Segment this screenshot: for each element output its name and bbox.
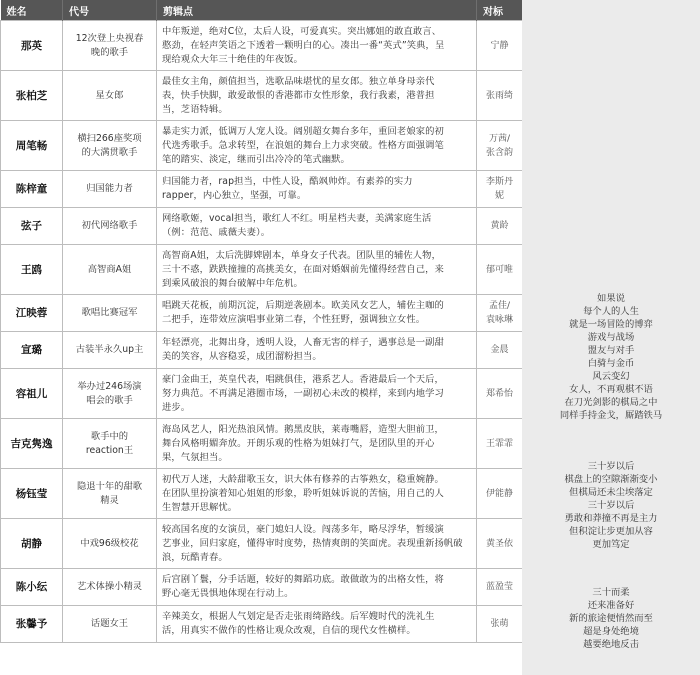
cell-name-line: 杨钰莹 bbox=[15, 487, 48, 500]
cell-name bbox=[1, 569, 63, 606]
cell-name-line: 陈梓童 bbox=[15, 183, 48, 195]
cell-edit-points-line: 二把手，连带效应演唱事业第二春，个性狂野，强调独立女性。 bbox=[162, 314, 426, 325]
cell-edit-points-line: 到乘风破浪的舞台破解中年危机。 bbox=[162, 277, 303, 289]
cell-code-line: 的大满贯歌手 bbox=[81, 146, 138, 158]
cell-benchmark bbox=[477, 121, 523, 171]
poem-line: 棋盘上的空隙渐渐变小 bbox=[564, 474, 658, 485]
cell-edit-points-line: 浪，玩酷青春。 bbox=[162, 551, 228, 563]
cell-edit-points-line: 现给观众大年三十绝佳的年夜饭。 bbox=[162, 53, 303, 65]
cell-code bbox=[63, 369, 157, 419]
poem-line: 还来准备好 bbox=[587, 600, 635, 611]
cell-benchmark bbox=[477, 419, 523, 469]
poem-line: 风云变幻 bbox=[592, 371, 630, 382]
cell-edit-points-line: 在团队里扮演着知心姐姐的形象，聆听姐妹诉说的苦恼，用自己的人 bbox=[162, 487, 444, 499]
cell-edit-points-line: 网络歌姬，vocal担当，歌红人不红。明星档夫妻，美满家庭生活 bbox=[162, 213, 432, 224]
poem-line: 超是身处绝境 bbox=[583, 626, 639, 637]
cell-edit-points bbox=[157, 208, 477, 245]
cell-benchmark bbox=[477, 569, 523, 606]
cell-benchmark bbox=[477, 332, 523, 369]
cell-edit-points-line: 豪门金曲王，英皇代表，唱跳俱佳，港系艺人。香港最后一个天后， bbox=[162, 373, 444, 385]
poem-line: 同样手持金戈，厮踏铁马 bbox=[559, 410, 663, 421]
table-row bbox=[1, 606, 523, 643]
cell-benchmark-line: 妮 bbox=[494, 191, 504, 201]
cell-edit-points-line: （例：范范、戚薇夫妻）。 bbox=[162, 227, 271, 238]
cell-benchmark-line: 郁可唯 bbox=[485, 264, 513, 275]
cell-edit-points-line: 表，快手快脚，敢爱敢恨的香港都市女性形象，我行我素，港普担 bbox=[162, 89, 435, 101]
table-row bbox=[1, 419, 523, 469]
cell-name bbox=[1, 71, 63, 121]
cell-benchmark-line: 袁咏琳 bbox=[485, 315, 513, 325]
table-row bbox=[1, 71, 523, 121]
cell-edit-points-line: 进步。 bbox=[162, 401, 191, 413]
cell-code bbox=[63, 245, 157, 295]
cell-name-line: 周笔畅 bbox=[15, 139, 48, 152]
cell-name bbox=[1, 245, 63, 295]
cell-benchmark-line: 李斯丹 bbox=[485, 177, 513, 187]
table-row bbox=[1, 121, 523, 171]
cell-benchmark bbox=[477, 171, 523, 208]
table-header-row bbox=[1, 0, 523, 21]
table-row bbox=[1, 21, 523, 71]
poem-stanza bbox=[522, 460, 700, 551]
header-edit-points: 剪辑点 bbox=[157, 0, 477, 21]
cell-name bbox=[1, 121, 63, 171]
cell-benchmark-line: 王霏霏 bbox=[485, 438, 513, 449]
cell-edit-points-line: 初代万人迷，大龄甜歌玉女，识大体有修养的古筝熟女，稳重婉静。 bbox=[162, 473, 444, 485]
poem-line: 但棋局还未尘埃落定 bbox=[569, 487, 653, 498]
cell-edit-points-line: 代选秀歌手。急求转型，在浪姐的舞台上力求突破。性格方面强调笔 bbox=[162, 139, 444, 151]
cell-edit-points bbox=[157, 419, 477, 469]
poem-line: 如果说 bbox=[597, 293, 625, 304]
cell-name bbox=[1, 171, 63, 208]
cell-benchmark-line: 万茜/ bbox=[488, 133, 511, 144]
cell-edit-points-line: 中年叛逆，绝对C位，太后人设，可爱真实。突出娜姐的敢直敢言、 bbox=[162, 25, 442, 37]
cell-name bbox=[1, 332, 63, 369]
poem-line: 新的旅途便悄然而至 bbox=[569, 613, 653, 624]
cell-name-line: 那英 bbox=[21, 39, 42, 52]
cell-code-line: 初代网络歌手 bbox=[81, 220, 138, 231]
cell-code bbox=[63, 71, 157, 121]
cell-edit-points-line: 较高国名度的女演员，豪门媳妇人设。闯荡多年，略尽浮华，暂缓演 bbox=[162, 523, 444, 535]
cell-benchmark-line: 蓝盈莹 bbox=[485, 582, 513, 592]
cell-edit-points-line: 美的笑容，从容稳妥，成团溜粉担当。 bbox=[162, 351, 322, 362]
poem-line: 勇敢和莽撞不再是主力 bbox=[564, 513, 658, 524]
cell-name-line: 江映蓉 bbox=[15, 307, 48, 319]
cell-edit-points-line: 三十不惑，跌跌撞撞的高挑美女，在面对婚姻前先懂得经营自己，来 bbox=[162, 263, 444, 275]
cell-name bbox=[1, 519, 63, 569]
cell-name bbox=[1, 208, 63, 245]
cell-edit-points bbox=[157, 369, 477, 419]
cell-edit-points-line: 当，芝语特辑。 bbox=[162, 103, 228, 115]
table-row bbox=[1, 171, 523, 208]
cell-benchmark bbox=[477, 469, 523, 519]
header-name: 姓名 bbox=[1, 0, 63, 21]
header-benchmark: 对标 bbox=[477, 0, 523, 21]
poem-line: 女人，不再观棋不语 bbox=[569, 384, 653, 395]
cell-code bbox=[63, 295, 157, 332]
cell-benchmark-line: 张雨绮 bbox=[485, 90, 513, 101]
cell-code-line: 星女郎 bbox=[95, 89, 124, 101]
cell-code-line: 横扫266座奖项 bbox=[77, 132, 142, 144]
table-row bbox=[1, 208, 523, 245]
cell-edit-points-line: 果，气氛担当。 bbox=[162, 451, 228, 463]
cell-benchmark bbox=[477, 71, 523, 121]
poem-line: 三十而柔 bbox=[592, 587, 630, 598]
cell-code-line: 隐退十年的甜歌 bbox=[76, 480, 143, 492]
header-code: 代号 bbox=[63, 0, 157, 21]
cell-edit-points bbox=[157, 569, 477, 606]
poem-line: 就是一场冒险的博弈 bbox=[569, 319, 653, 330]
cell-edit-points-line: 最佳女主角，颜值担当，选歌品味堪忧的星女郎。独立单身母亲代 bbox=[162, 75, 435, 87]
cell-code-line: 高智商A姐 bbox=[87, 263, 132, 275]
cell-edit-points-line: 年轻漂亮，北舞出身，透明人设，人畜无害的样子，遇事总是一副甜 bbox=[162, 337, 444, 348]
cell-name bbox=[1, 369, 63, 419]
cell-benchmark-line: 张萌 bbox=[490, 619, 509, 629]
cell-edit-points-line: 努力典范。不再满足港圈市场，一副初心未改的模样，来到内地学习 bbox=[162, 387, 444, 399]
cell-code bbox=[63, 419, 157, 469]
table-row bbox=[1, 295, 523, 332]
cell-name-line: 胡静 bbox=[21, 537, 42, 550]
cell-edit-points bbox=[157, 606, 477, 643]
cell-code-line: 晚的歌手 bbox=[90, 46, 129, 58]
cell-benchmark bbox=[477, 606, 523, 643]
cell-benchmark bbox=[477, 245, 523, 295]
cell-benchmark bbox=[477, 369, 523, 419]
poem-line: 在刀光剑影的棋局之中 bbox=[564, 397, 658, 408]
cell-code bbox=[63, 519, 157, 569]
poem-line: 白骑与金币 bbox=[587, 358, 635, 369]
cell-code bbox=[63, 332, 157, 369]
table-row bbox=[1, 469, 523, 519]
cell-edit-points bbox=[157, 295, 477, 332]
cell-edit-points bbox=[157, 245, 477, 295]
cell-code-line: 举办过246场演 bbox=[77, 380, 142, 392]
cell-edit-points bbox=[157, 519, 477, 569]
cell-edit-points bbox=[157, 469, 477, 519]
poem-stanza bbox=[522, 586, 700, 651]
cell-name bbox=[1, 295, 63, 332]
cell-code-line: 归国能力者 bbox=[86, 183, 133, 194]
cell-name-line: 容祖儿 bbox=[15, 387, 48, 400]
cell-code-line: reaction王 bbox=[85, 444, 134, 456]
cell-edit-points-line: 憨劲，在轻声笑语之下透着一颗明白的心。凑出一番“英式”笑典，呈 bbox=[162, 39, 445, 51]
cell-edit-points-line: 野心毫无畏惧地体现在行动上。 bbox=[162, 588, 294, 599]
poem-line: 更加笃定 bbox=[592, 539, 630, 550]
poem-line: 三十岁以后 bbox=[587, 500, 635, 511]
cell-benchmark bbox=[477, 21, 523, 71]
cell-benchmark bbox=[477, 519, 523, 569]
cell-benchmark bbox=[477, 295, 523, 332]
cell-code bbox=[63, 569, 157, 606]
cell-benchmark-line: 孟佳/ bbox=[488, 301, 511, 311]
table-row bbox=[1, 519, 523, 569]
cell-edit-points-line: 辛辣美女，根据人气划定是否走张雨绮路线。后军嫂时代的洗礼生 bbox=[162, 611, 435, 622]
cell-edit-points-line: 海岛风艺人，阳光热浪风情。鹅黑皮肤，莱毒嘴唇，造型大胆前卫， bbox=[162, 423, 444, 435]
cell-edit-points-line: 舞台风格明媚奔放。开朗乐观的性格为姐妹打气，是团队里的开心 bbox=[162, 437, 435, 449]
poem-stanza bbox=[522, 292, 700, 422]
poem-line: 越要绝地反击 bbox=[583, 639, 639, 650]
cell-edit-points-line: 生智慧开思解忧。 bbox=[162, 501, 238, 513]
cell-edit-points bbox=[157, 21, 477, 71]
cell-code-line: 12次登上央视春 bbox=[75, 32, 144, 44]
cell-edit-points-line: 笔的踏实、淡定，继而引出冷冷的笔式幽默。 bbox=[162, 153, 350, 165]
cell-code-line: 中戏96级校花 bbox=[80, 537, 139, 549]
cell-name-line: 宣璐 bbox=[21, 344, 42, 356]
cell-code bbox=[63, 606, 157, 643]
cell-name-line: 张柏芝 bbox=[15, 89, 48, 102]
cell-name bbox=[1, 469, 63, 519]
cell-benchmark-line: 金晨 bbox=[490, 345, 509, 355]
cell-edit-points-line: rapper，内心独立，坚强，可靠。 bbox=[162, 190, 307, 201]
cell-code-line: 话题女王 bbox=[90, 618, 129, 629]
cell-edit-points bbox=[157, 121, 477, 171]
cell-code-line: 唱会的歌手 bbox=[86, 394, 133, 406]
cell-name-line: 吉克隽逸 bbox=[10, 437, 53, 450]
poem-line: 但积淀让步更加从容 bbox=[569, 526, 653, 537]
cell-edit-points-line: 高智商A姐，太后洗脚婢剧本，单身女子代表。团队里的辅佐人物， bbox=[162, 249, 441, 261]
cell-edit-points-line: 归国能力者，rap担当，中性人设，酷飒帅炸。有素养的实力 bbox=[162, 176, 413, 187]
cell-code-line: 古装半永久up主 bbox=[75, 344, 144, 355]
cell-name bbox=[1, 419, 63, 469]
cell-name bbox=[1, 21, 63, 71]
poem-panel bbox=[522, 0, 700, 675]
cell-benchmark-line: 宁静 bbox=[490, 40, 509, 51]
cell-name-line: 张馨予 bbox=[15, 618, 48, 630]
cell-edit-points-line: 后宫剧丫鬟，分手话题，较好的舞蹈功底。敢做敢为的出格女性，将 bbox=[162, 574, 444, 585]
cell-benchmark-line: 郑希怡 bbox=[485, 388, 513, 399]
cell-name-line: 王鸥 bbox=[21, 263, 42, 276]
poem-line: 盟友与对手 bbox=[587, 345, 635, 356]
cell-name bbox=[1, 606, 63, 643]
cell-code-line: 歌手中的 bbox=[90, 430, 129, 442]
cell-code bbox=[63, 469, 157, 519]
cell-benchmark-line: 黄龄 bbox=[490, 221, 509, 231]
cell-code bbox=[63, 21, 157, 71]
poem-line: 游戏与战场 bbox=[587, 332, 635, 343]
cell-edit-points-line: 唱跳天花板，前期沉淀，后期逆袭剧本。欧美风女艺人，辅佐主咖的 bbox=[162, 300, 444, 311]
table-row bbox=[1, 332, 523, 369]
cell-edit-points bbox=[157, 171, 477, 208]
cell-benchmark-line: 张含韵 bbox=[485, 147, 513, 158]
cell-code-line: 歌唱比赛冠军 bbox=[81, 307, 138, 318]
cell-name-line: 弦子 bbox=[21, 220, 42, 232]
cell-code bbox=[63, 208, 157, 245]
cell-edit-points-line: 艺事业，回归家庭，懂得审时度势，热情爽朗的笑面虎。表现重新扬帆破 bbox=[162, 537, 463, 549]
cell-code bbox=[63, 171, 157, 208]
cell-edit-points-line: 活，用真实不做作的性格让观众改观，自信的现代女性横样。 bbox=[162, 625, 416, 636]
table-row bbox=[1, 369, 523, 419]
cell-benchmark bbox=[477, 208, 523, 245]
table-row bbox=[1, 245, 523, 295]
cell-edit-points bbox=[157, 71, 477, 121]
cell-code-line: 精灵 bbox=[100, 494, 119, 506]
cell-benchmark-line: 黄圣依 bbox=[485, 538, 513, 549]
poem-line: 三十岁以后 bbox=[587, 461, 635, 472]
poem-line: 每个人的人生 bbox=[583, 306, 639, 317]
cell-name-line: 陈小纭 bbox=[15, 581, 48, 593]
table-row bbox=[1, 569, 523, 606]
cell-benchmark-line: 伊能静 bbox=[485, 488, 513, 499]
cell-code bbox=[63, 121, 157, 171]
cell-code-line: 艺术体操小精灵 bbox=[76, 581, 143, 592]
cell-edit-points bbox=[157, 332, 477, 369]
cell-edit-points-line: 暴走实力派，低调万人宠人设。阔别超女舞台多年，重回老娘家的初 bbox=[162, 125, 444, 137]
